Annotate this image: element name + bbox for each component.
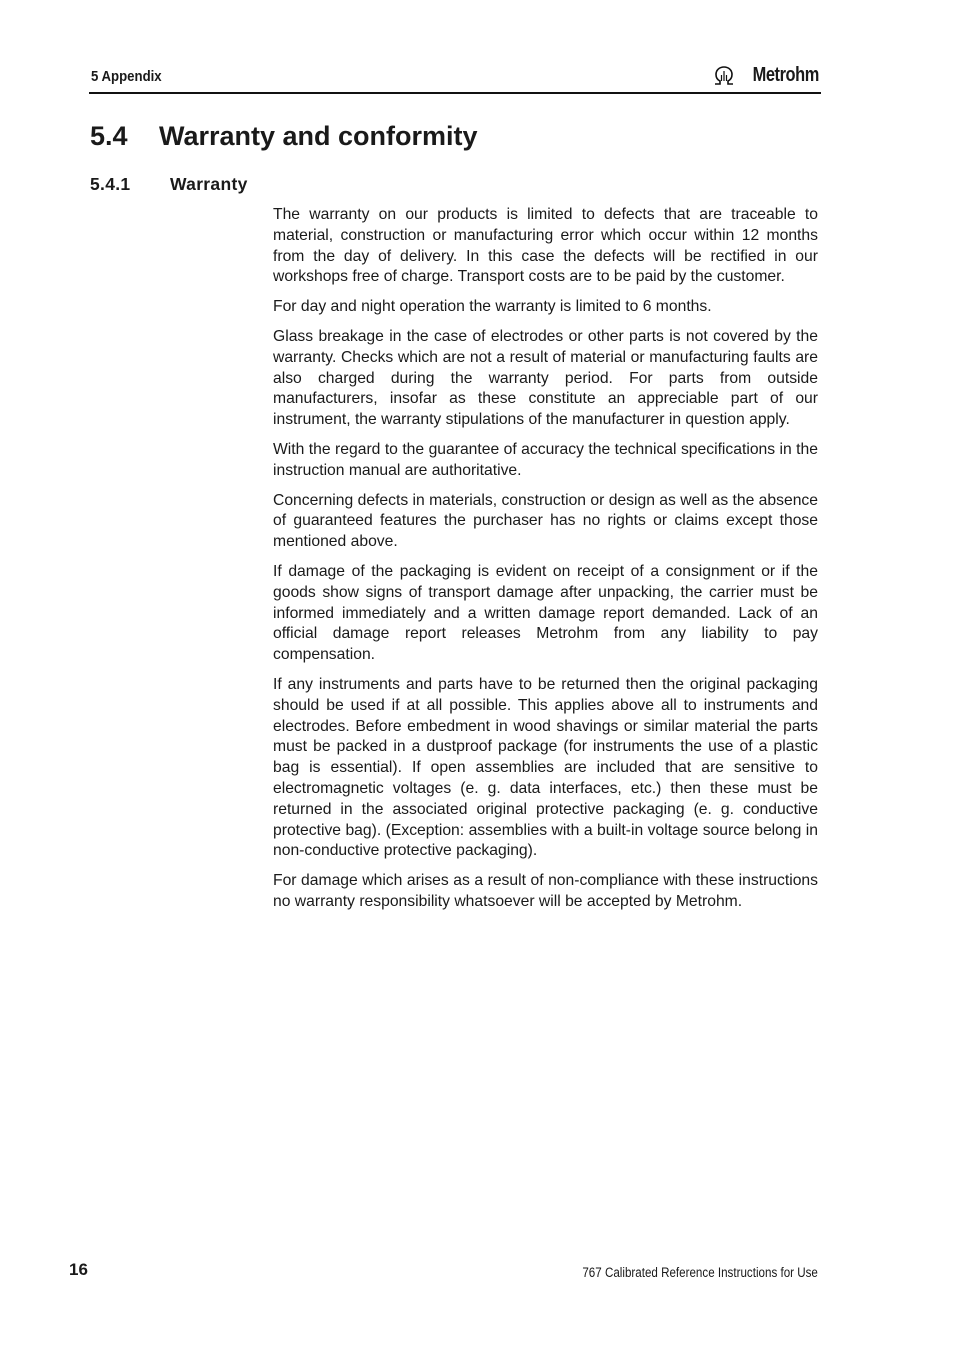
header-section-label: 5 Appendix — [91, 68, 162, 85]
paragraph: The warranty on our products is limited to defects that are traceable to material, construction or manufacturing error which occur within 12 months from the day of delivery. In this case the defects will be rectified in our workshops free of charge. Transport costs are to be paid by the customer. — [273, 206, 818, 286]
footer-document-title: 767 Calibrated Reference Instructions for Use — [582, 1265, 818, 1280]
subsection-heading — [90, 174, 248, 195]
subsection-number: 5.4.1 — [90, 174, 131, 194]
paragraph: With the regard to the guarantee of accuracy the technical specifications in the instruction manual are authoritative. — [273, 440, 818, 479]
page-header — [89, 64, 821, 94]
brand — [712, 64, 819, 87]
paragraph: If any instruments and parts have to be returned then the original packaging should be used if at all possible. This applies above all to instruments and electrodes. Before embedment in wood shavings or similar material the parts must be packed in a dustproof package (for instruments the use of a plastic bag is essential). If open assemblies are included that are sensitive to electromagnetic voltages (e. g. data interfaces, etc.) then these must be returned in the associated original protective packaging (e. g. conductive protective bag). (Exception: assemblies with a built-in voltage source belong in non-conductive protective packaging). — [273, 675, 818, 860]
brand-name: Metrohm — [752, 64, 819, 86]
paragraph: If damage of the packaging is evident on receipt of a consignment or if the goods show signs of transport damage after unpacking, the carrier must be informed immediately and a written damage report demanded. Lack of an official damage report releases Metrohm from any liability to pay compensation. — [273, 562, 818, 664]
body-text — [273, 205, 818, 922]
paragraph: Glass breakage in the case of electrodes or other parts is not covered by the warranty. Checks which are not a result of material or manufacturing faults are also charged during the warranty period. For parts from outside manufacturers, insofar as these constitute an appreciable part of our instrument, the warranty stipulations of the manufacturer in question apply. — [273, 327, 818, 429]
section-title: Warranty and conformity — [159, 121, 478, 151]
paragraph: For day and night operation the warranty is limited to 6 months. — [273, 298, 712, 316]
section-heading — [90, 121, 478, 152]
subsection-title: Warranty — [170, 174, 248, 194]
paragraph: Concerning defects in materials, construction or design as well as the absence of guaranteed features the purchaser has no rights or claims except those mentioned above. — [273, 491, 818, 551]
page-number: 16 — [69, 1260, 88, 1279]
paragraph: For damage which arises as a result of non-compliance with these instructions no warranty responsibility whatsoever will be accepted by Metrohm. — [273, 872, 818, 910]
section-number: 5.4 — [90, 121, 128, 151]
metrohm-omega-logo-icon — [712, 65, 736, 87]
